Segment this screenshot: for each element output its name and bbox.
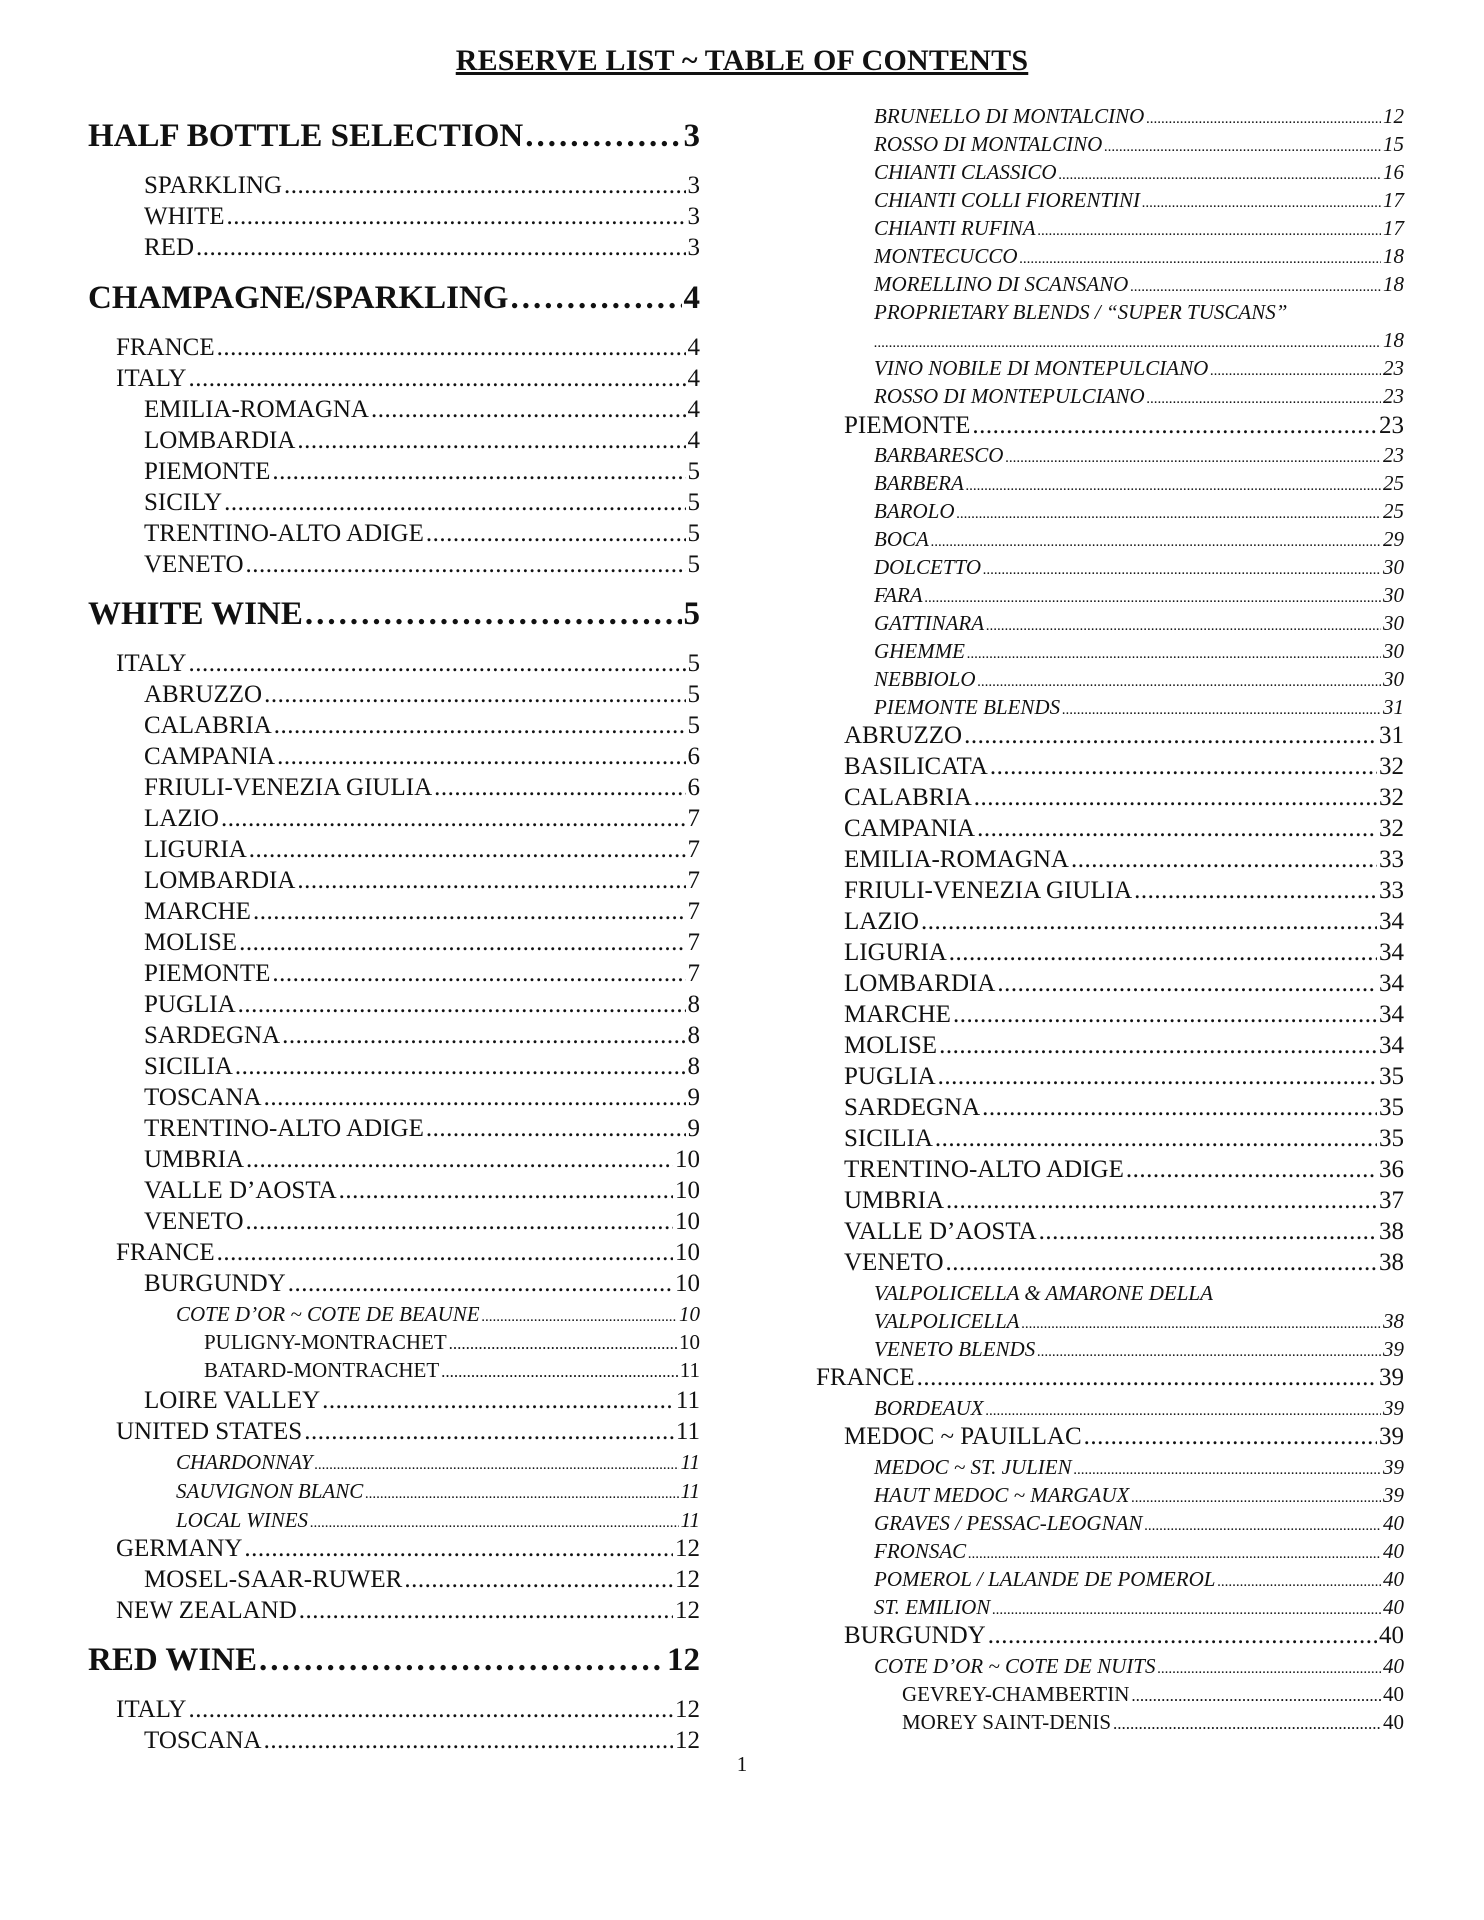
toc-entry: MEDOC ~ PAUILLAC ..... 39 <box>844 1423 1404 1451</box>
toc-entry: GEVREY-CHAMBERTIN ..... 40 <box>902 1682 1404 1707</box>
toc-entry: VENETO ..... 38 <box>844 1249 1404 1277</box>
toc-entry: NEBBIOLO ..... 30 <box>874 667 1404 692</box>
toc-entry: CHARDONNAY ..... 11 <box>176 1450 700 1475</box>
toc-entry: VINO NOBILE DI MONTEPULCIANO ..... 23 <box>874 356 1404 381</box>
toc-entry: ABRUZZO ..... 31 <box>844 722 1404 750</box>
toc-entry: UMBRIA ..... 37 <box>844 1187 1404 1215</box>
toc-entry: WHITE ..... 3 <box>144 203 700 231</box>
toc-entry: BATARD-MONTRACHET ..... 11 <box>204 1358 700 1383</box>
toc-entry: BARBARESCO ..... 23 <box>874 443 1404 468</box>
toc-entry: MOSEL-SAAR-RUWER ..... 12 <box>144 1566 700 1594</box>
toc-entry: MARCHE ..... 7 <box>144 898 700 926</box>
toc-entry: COTE D’OR ~ COTE DE BEAUNE ..... 10 <box>176 1302 700 1327</box>
toc-entry: CAMPANIA ..... 6 <box>144 743 700 771</box>
toc-entry: PIEMONTE ..... 23 <box>844 412 1404 440</box>
toc-entry: EMILIA-ROMAGNA ..... 33 <box>844 846 1404 874</box>
toc-entry: RED ..... 3 <box>144 234 700 262</box>
toc-entry: MOREY SAINT-DENIS ..... 40 <box>902 1710 1404 1735</box>
toc-entry: ITALY ..... 4 <box>116 365 700 393</box>
toc-entry: MOLISE ..... 34 <box>844 1032 1404 1060</box>
toc-entry: FRANCE ..... 4 <box>116 334 700 362</box>
toc-entry: CALABRIA ..... 5 <box>144 712 700 740</box>
toc-entry: VENETO BLENDS ..... 39 <box>874 1337 1404 1362</box>
toc-entry: SICILIA ..... 35 <box>844 1125 1404 1153</box>
toc-entry: SAUVIGNON BLANC ..... 11 <box>176 1479 700 1504</box>
toc-entry: ROSSO DI MONTALCINO ..... 15 <box>874 132 1404 157</box>
toc-entry: LOIRE VALLEY ..... 11 <box>144 1387 700 1415</box>
toc-heading: WHITE WINE ..... 5 <box>88 596 700 633</box>
toc-entry: LAZIO ..... 7 <box>144 805 700 833</box>
toc-entry: TRENTINO-ALTO ADIGE ..... 5 <box>144 520 700 548</box>
toc-entry: FARA ..... 30 <box>874 583 1404 608</box>
toc-entry: PIEMONTE BLENDS ..... 31 <box>874 695 1404 720</box>
toc-entry: CHIANTI CLASSICO ..... 16 <box>874 160 1404 185</box>
toc-entry: BASILICATA ..... 32 <box>844 753 1404 781</box>
toc-entry: GATTINARA ..... 30 <box>874 611 1404 636</box>
toc-entry: DOLCETTO ..... 30 <box>874 555 1404 580</box>
toc-entry: BARBERA ..... 25 <box>874 471 1404 496</box>
toc-entry: ROSSO DI MONTEPULCIANO ..... 23 <box>874 384 1404 409</box>
toc-entry: FRANCE ..... 39 <box>816 1364 1404 1392</box>
toc-entry: VALPOLICELLA & AMARONE DELLA <box>874 1281 1213 1305</box>
toc-entry: SARDEGNA ..... 35 <box>844 1094 1404 1122</box>
toc-entry-continuation: ..... 18 <box>874 328 1404 353</box>
toc-entry: SICILIA ..... 8 <box>144 1053 700 1081</box>
toc-entry: MORELLINO DI SCANSANO ..... 18 <box>874 272 1404 297</box>
toc-entry: ST. EMILION ..... 40 <box>874 1595 1404 1620</box>
toc-entry: EMILIA-ROMAGNA ..... 4 <box>144 396 700 424</box>
toc-entry: TRENTINO-ALTO ADIGE ..... 36 <box>844 1156 1404 1184</box>
toc-entry: ITALY ..... 5 <box>116 650 700 678</box>
toc-entry: FRIULI-VENEZIA GIULIA ..... 6 <box>144 774 700 802</box>
toc-entry: GHEMME ..... 30 <box>874 639 1404 664</box>
toc-heading: CHAMPAGNE/SPARKLING ..... 4 <box>88 280 700 317</box>
toc-heading: HALF BOTTLE SELECTION ..... 3 <box>88 118 700 155</box>
toc-entry: CHIANTI RUFINA ..... 17 <box>874 216 1404 241</box>
toc-entry: HAUT MEDOC ~ MARGAUX ..... 39 <box>874 1483 1404 1508</box>
toc-entry: GERMANY ..... 12 <box>116 1535 700 1563</box>
toc-entry: BAROLO ..... 25 <box>874 499 1404 524</box>
toc-entry: COTE D’OR ~ COTE DE NUITS ..... 40 <box>874 1654 1404 1679</box>
toc-entry: LOCAL WINES ..... 11 <box>176 1508 700 1533</box>
toc-entry: TOSCANA ..... 9 <box>144 1084 700 1112</box>
toc-entry: VENETO ..... 10 <box>144 1208 700 1236</box>
toc-entry: GRAVES / PESSAC-LEOGNAN ..... 40 <box>874 1511 1404 1536</box>
toc-entry: CHIANTI COLLI FIORENTINI ..... 17 <box>874 188 1404 213</box>
toc-entry: LIGURIA ..... 7 <box>144 836 700 864</box>
toc-entry: POMEROL / LALANDE DE POMEROL ..... 40 <box>874 1567 1404 1592</box>
toc-entry: CAMPANIA ..... 32 <box>844 815 1404 843</box>
toc-entry: PULIGNY-MONTRACHET ..... 10 <box>204 1330 700 1355</box>
page-title: RESERVE LIST ~ TABLE OF CONTENTS <box>455 44 1029 77</box>
toc-entry: LOMBARDIA ..... 7 <box>144 867 700 895</box>
toc-entry: PROPRIETARY BLENDS / “SUPER TUSCANS” <box>874 300 1288 324</box>
toc-entry: LIGURIA ..... 34 <box>844 939 1404 967</box>
toc-entry: FRONSAC ..... 40 <box>874 1539 1404 1564</box>
toc-entry: FRANCE ..... 10 <box>116 1239 700 1267</box>
toc-entry: FRIULI-VENEZIA GIULIA ..... 33 <box>844 877 1404 905</box>
toc-entry: UMBRIA ..... 10 <box>144 1146 700 1174</box>
toc-entry: ITALY ..... 12 <box>116 1696 700 1724</box>
toc-entry: LOMBARDIA ..... 34 <box>844 970 1404 998</box>
toc-entry: MARCHE ..... 34 <box>844 1001 1404 1029</box>
toc-entry: SICILY ..... 5 <box>144 489 700 517</box>
toc-entry: VALLE D’AOSTA ..... 38 <box>844 1218 1404 1246</box>
toc-entry: BOCA ..... 29 <box>874 527 1404 552</box>
toc-entry: MOLISE ..... 7 <box>144 929 700 957</box>
toc-entry: BURGUNDY ..... 40 <box>844 1622 1404 1650</box>
toc-entry: PUGLIA ..... 8 <box>144 991 700 1019</box>
toc-entry: VALLE D’AOSTA ..... 10 <box>144 1177 700 1205</box>
toc-entry: TOSCANA ..... 12 <box>144 1727 700 1755</box>
toc-entry: PUGLIA ..... 35 <box>844 1063 1404 1091</box>
page-number: 1 <box>736 1752 748 1776</box>
toc-entry: SARDEGNA ..... 8 <box>144 1022 700 1050</box>
toc-entry: NEW ZEALAND ..... 12 <box>116 1597 700 1625</box>
toc-entry: PIEMONTE ..... 5 <box>144 458 700 486</box>
toc-entry: PIEMONTE ..... 7 <box>144 960 700 988</box>
toc-entry: ABRUZZO ..... 5 <box>144 681 700 709</box>
toc-entry: LOMBARDIA ..... 4 <box>144 427 700 455</box>
toc-entry: VENETO ..... 5 <box>144 551 700 579</box>
toc-entry: TRENTINO-ALTO ADIGE ..... 9 <box>144 1115 700 1143</box>
toc-entry: VALPOLICELLA ..... 38 <box>874 1309 1404 1334</box>
toc-entry: SPARKLING ..... 3 <box>144 172 700 200</box>
toc-entry: BRUNELLO DI MONTALCINO ..... 12 <box>874 104 1404 129</box>
toc-entry: BORDEAUX ..... 39 <box>874 1396 1404 1421</box>
toc-entry: MONTECUCCO ..... 18 <box>874 244 1404 269</box>
toc-entry: MEDOC ~ ST. JULIEN ..... 39 <box>874 1455 1404 1480</box>
toc-entry: BURGUNDY ..... 10 <box>144 1270 700 1298</box>
toc-entry: CALABRIA ..... 32 <box>844 784 1404 812</box>
toc-entry: UNITED STATES ..... 11 <box>116 1418 700 1446</box>
toc-heading: RED WINE ..... 12 <box>88 1642 700 1679</box>
toc-entry: LAZIO ..... 34 <box>844 908 1404 936</box>
